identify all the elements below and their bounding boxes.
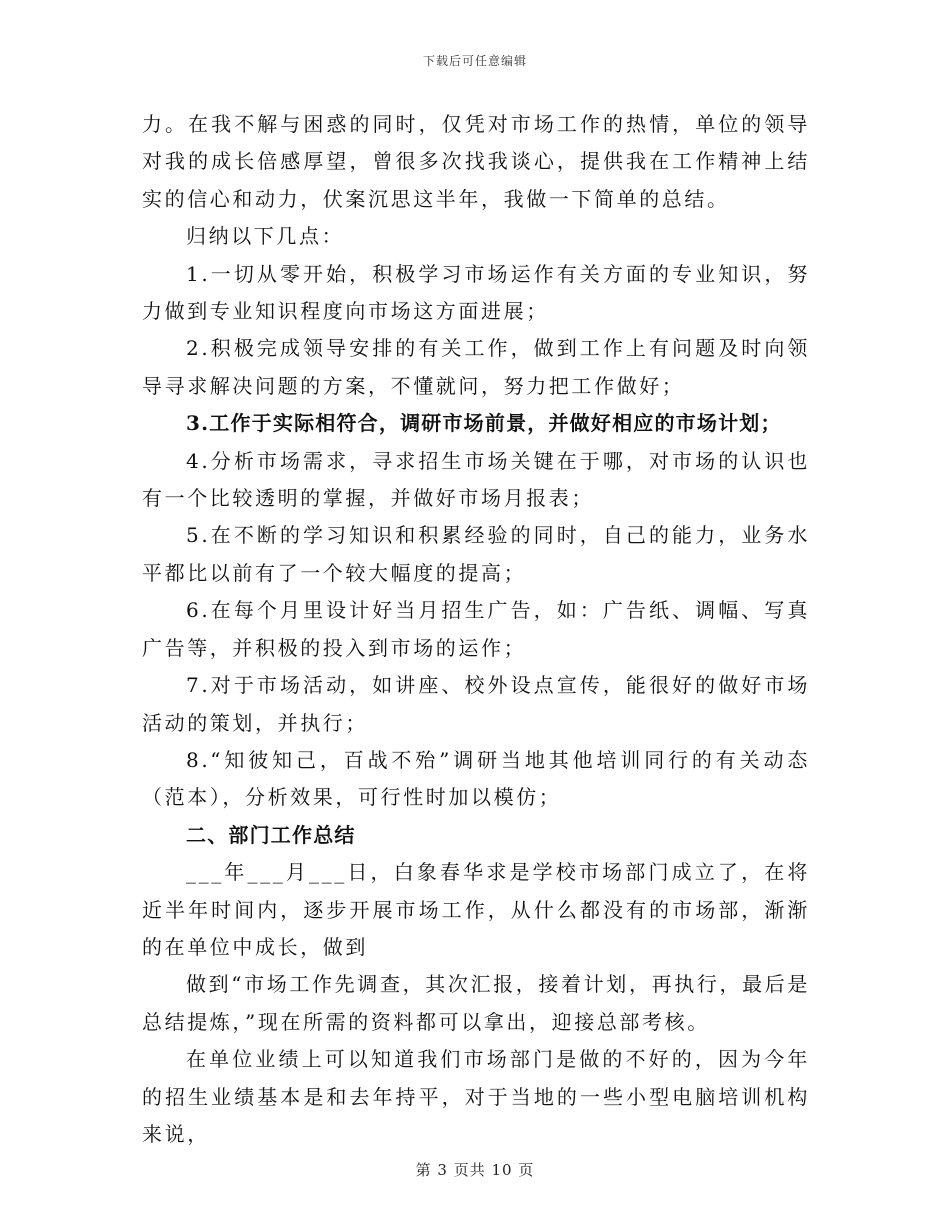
paragraph-2: 归纳以下几点： — [186, 224, 345, 249]
list-item-3: 3.工作于实际相符合，调研市场前景，并做好相应的市场计划； — [186, 411, 782, 436]
paragraph-5: 在单位业绩上可以知道我们市场部门是做的不好的，因为今年的招生业绩基本是和去年持平，对于当地的一些小型电脑培训机构来说， — [142, 1047, 810, 1146]
list-item-6: 6.在每个月里设计好当月招生广告，如：广告纸、调幅、写真广告等，并积极的投入到市场的运作； — [142, 598, 810, 660]
list-item-5: 5.在不断的学习知识和积累经验的同时，自己的能力，业务水平都比以前有了一个较大幅度的提高； — [142, 523, 810, 585]
list-item-7: 7.对于市场活动，如讲座、校外设点宣传，能很好的做好市场活动的策划，并执行； — [142, 673, 810, 735]
paragraph-1: 力。在我不解与困惑的同时，仅凭对市场工作的热情，单位的领导对我的成长倍感厚望，曾很多次找我谈心，提供我在工作精神上结实的信心和动力，伏案沉思这半年，我做一下简单的总结。 — [142, 112, 810, 211]
paragraph-4: 做到“市场工作先调查，其次汇报，接着计划，再执行，最后是总结提炼，”现在所需的资料都可以拿出，迎接总部考核。 — [142, 972, 810, 1034]
list-item-4: 4.分析市场需求，寻求招生市场关键在于哪，对市场的认识也有一个比较透明的掌握，并做好市场月报表； — [142, 448, 810, 511]
document-body — [142, 106, 810, 1153]
list-item-8: 8.“知彼知己，百战不殆”调研当地其他培训同行的有关动态（范本），分析效果，可行性时加以模仿； — [142, 747, 810, 810]
section-heading: 二、部门工作总结 — [186, 822, 356, 847]
list-item-1: 1.一切从零开始，积极学习市场运作有关方面的专业知识，努力做到专业知识程度向市场这方面进展； — [142, 261, 810, 324]
paragraph-3: ___年___月___日，白象春华求是学校市场部门成立了，在将近半年时间内，逐步开展市场工作，从什么都没有的市场部，渐渐的在单位中成长，做到 — [142, 860, 810, 959]
page-footer: 第 3 页共 10 页 — [415, 1161, 535, 1179]
list-item-2: 2.积极完成领导安排的有关工作，做到工作上有问题及时向领导寻求解决问题的方案，不懂就问，努力把工作做好； — [142, 336, 810, 398]
page-header: 下载后可任意编辑 — [422, 54, 527, 68]
